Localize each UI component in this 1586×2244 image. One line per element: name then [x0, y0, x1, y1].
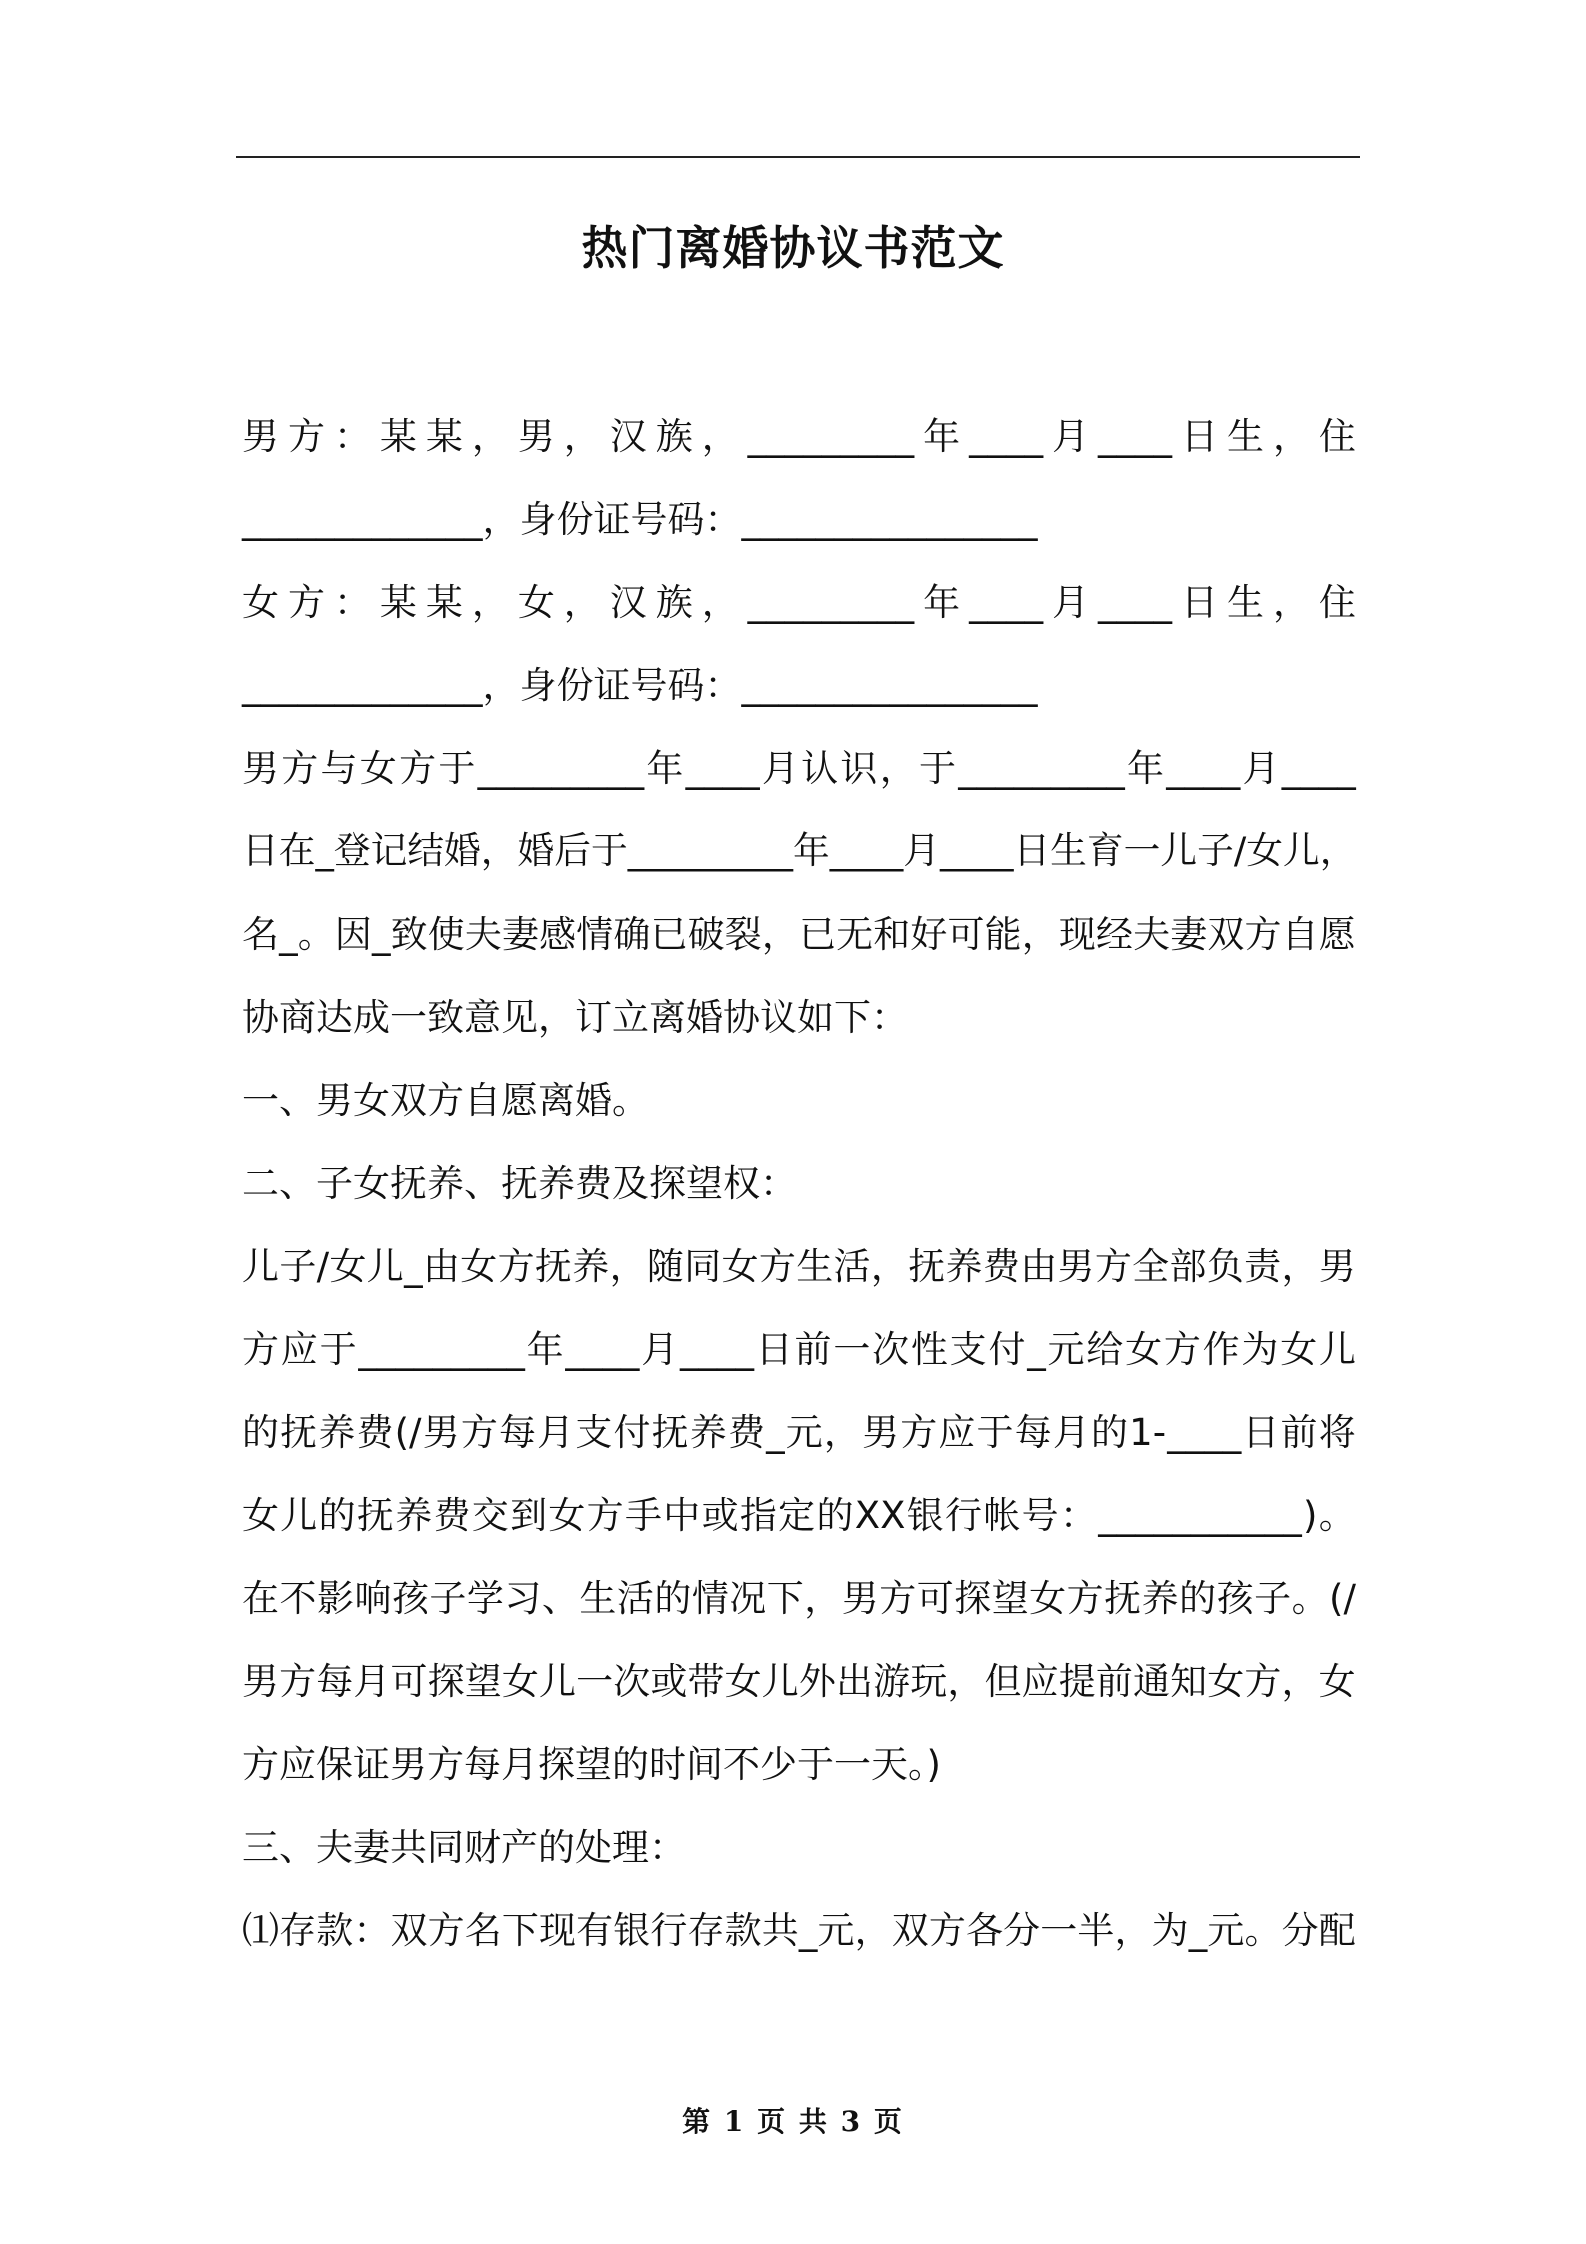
paragraph-line-text: ⑴ 存 款 ： 双 方 名 下 现 有 银 行 存 款 共 _ 元 ， 双 方 各 分 一 半 ， 为 _ 元 。 分 配: [242, 1909, 1356, 1952]
page-footer: 第 1 页 共 3 页: [682, 2105, 904, 2138]
paragraph-line-text: 名 _ 。 因 _ 致 使 夫 妻 感 情 确 已 破 裂 ， 已 无 和 好 可 能 ， 现 经 夫 妻 双 方 自 愿: [242, 913, 1356, 956]
paragraph-line-text: 方应保证男方每月探望的时间不少于一天。): [242, 1743, 941, 1786]
paragraph-line: [242, 398, 1356, 481]
header-rule: [236, 156, 1360, 158]
paragraph-line: [242, 1062, 1356, 1145]
paragraph-line-text: _____________，身份证号码：________________: [242, 498, 1038, 541]
paragraph-line-text: 三、夫妻共同财产的处理：: [242, 1826, 686, 1869]
paragraph-line-text: 协商达成一致意见，订立离婚协议如下：: [242, 996, 908, 1039]
paragraph-line: [242, 1477, 1356, 1560]
paragraph-line: [242, 1560, 1356, 1643]
paragraph-line: [242, 1892, 1356, 1975]
paragraph-line: [242, 1809, 1356, 1892]
paragraph-line: [242, 1228, 1356, 1311]
paragraph-line: [242, 1394, 1356, 1477]
paragraph-line: [242, 1643, 1356, 1726]
paragraph-line-text: 二、子女抚养、抚养费及探望权：: [242, 1162, 797, 1205]
paragraph-line: [242, 1311, 1356, 1394]
paragraph-line-text: 男 方 与 女 方 于 _________ 年 ____ 月 认 识 ， 于 _________ 年 ____ 月 ____: [242, 747, 1356, 790]
paragraph-line-text: 的 抚 养 费 (/ 男 方 每 月 支 付 抚 养 费 _ 元 ， 男 方 应 于 每 月 的 1- ____ 日 前 将: [242, 1411, 1356, 1454]
paragraph-line: [242, 979, 1356, 1062]
paragraph-line-text: 儿 子 / 女 儿 _ 由 女 方 抚 养 ， 随 同 女 方 生 活 ， 抚 养 费 由 男 方 全 部 负 责 ， 男: [242, 1245, 1356, 1288]
paragraph-line-text: 女 方 ： 某 某 ， 女 ， 汉 族 ， _________ 年 ____ 月 ____ 日 生 ， 住: [242, 581, 1356, 624]
paragraph-line: [242, 813, 1356, 896]
paragraph-line-text: 女 儿 的 抚 养 费 交 到 女 方 手 中 或 指 定 的 XX 银 行 帐 号 ： ___________ ) 。: [242, 1494, 1356, 1537]
paragraph-line-text: 一、男女双方自愿离婚。: [242, 1079, 649, 1122]
paragraph-line-text: 在 不 影 响 孩 子 学 习 、 生 活 的 情 况 下 ， 男 方 可 探 望 女 方 抚 养 的 孩 子 。 (/: [242, 1577, 1356, 1620]
paragraph-line: [242, 1145, 1356, 1228]
document-body: [242, 398, 1356, 1975]
paragraph-line-text: 男 方 ： 某 某 ， 男 ， 汉 族 ， _________ 年 ____ 月 ____ 日 生 ， 住: [242, 415, 1356, 458]
paragraph-line: [242, 564, 1356, 647]
paragraph-line: [242, 896, 1356, 979]
paragraph-line: [242, 481, 1356, 564]
paragraph-line-text: 男 方 每 月 可 探 望 女 儿 一 次 或 带 女 儿 外 出 游 玩 ， 但 应 提 前 通 知 女 方 ， 女: [242, 1660, 1356, 1703]
document-title: 热门离婚协议书范文: [581, 221, 1005, 275]
paragraph-line-text: 日 在 _ 登 记 结 婚 ， 婚 后 于 _________ 年 ____ 月 ____ 日 生 育 一 儿 子 / 女 儿 ，: [242, 829, 1357, 873]
paragraph-line: [242, 730, 1356, 813]
paragraph-line-text: 方 应 于 _________ 年 ____ 月 ____ 日 前 一 次 性 支 付 _ 元 给 女 方 作 为 女 儿: [242, 1328, 1356, 1371]
paragraph-line: [242, 1726, 1356, 1809]
paragraph-line: [242, 647, 1356, 730]
paragraph-line-text: _____________，身份证号码：________________: [242, 664, 1038, 707]
